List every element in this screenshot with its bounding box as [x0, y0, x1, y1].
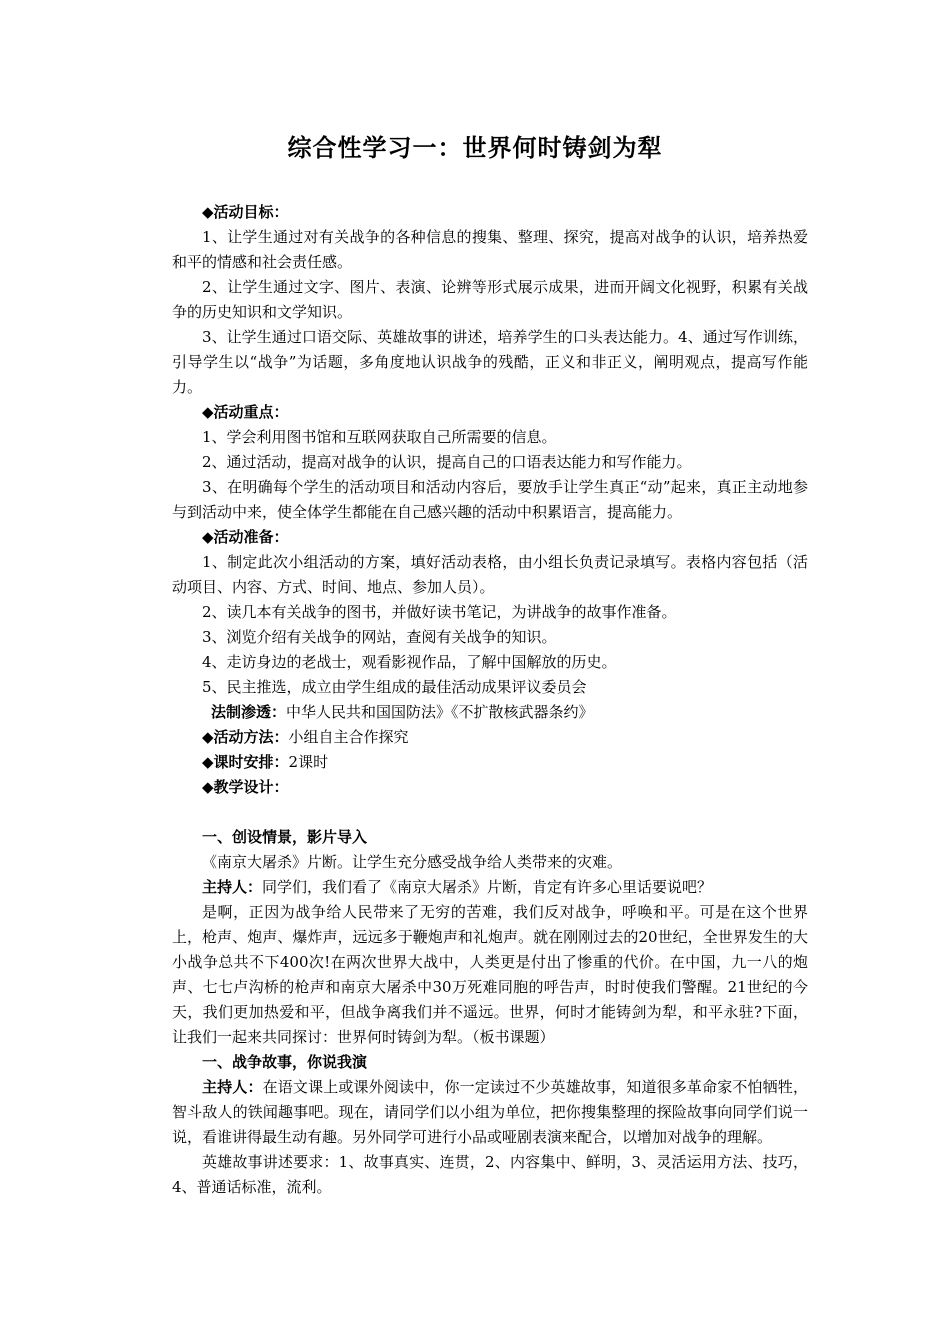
goal-item: 1、让学生通过对有关战争的各种信息的搜集、整理、探究，提高对战争的认识，培养热爱和平的情感和社会责任感。	[172, 228, 808, 271]
section2-host	[172, 1075, 808, 1150]
host-label: 主持人：	[202, 1078, 263, 1096]
host-label: 主持人：	[202, 878, 263, 896]
focus-item: 1、学会利用图书馆和互联网获取自己所需要的信息。	[202, 428, 557, 446]
goal-item: 3、让学生通过口语交际、英雄故事的讲述，培养学生的口头表达能力。4、通过写作训练，引导学生以“战争”为话题，多角度地认识战争的残酷，正义和非正义，阐明观点，提高写作能力。	[172, 328, 808, 396]
page-title: 综合性学习一：世界何时铸剑为犁	[287, 134, 663, 162]
method-line	[172, 725, 808, 750]
focus-item: 2、通过活动，提高对战争的认识，提高自己的口语表达能力和写作能力。	[202, 453, 692, 471]
host-text: 同学们，我们看了《南京大屠杀》片断，肯定有许多心里话要说吧？	[262, 878, 713, 896]
document-body	[172, 200, 808, 1200]
host-text: 在语文课上或课外阅读中，你一定读过不少英雄故事，知道很多革命家不怕牺牲，智斗敌人的铁闻趣事吧。现在，请同学们以小组为单位，把你搜集整理的探险故事向同学们说一说，看谁讲得最生动有趣。另外同学可进行小品或哑剧表演来配合，以增加对战争的理解。	[172, 1078, 808, 1146]
prep-heading: ◆活动准备：	[202, 528, 289, 546]
prep-item: 5、民主推选，成立由学生组成的最佳活动成果评议委员会	[202, 678, 587, 696]
law-line	[172, 700, 808, 725]
prep-item: 3、浏览介绍有关战争的网站，查阅有关战争的知识。	[202, 628, 557, 646]
focus-heading: ◆活动重点：	[202, 403, 289, 421]
method-label: ◆活动方法：	[202, 728, 289, 746]
spacer	[172, 800, 808, 825]
hours-label: ◆课时安排：	[202, 753, 289, 771]
law-text: 中华人民共和国国防法》《不扩散核武器条约》	[286, 703, 594, 721]
section1-paragraph: 是啊，正因为战争给人民带来了无穷的苦难，我们反对战争，呼唤和平。可是在这个世界上，枪声、炮声、爆炸声，远远多于鞭炮声和礼炮声。就在刚刚过去的20世纪，全世界发生的大小战争总共不下400次!在两次世界大战中，人类更是付出了惨重的代价。在中国，九一八的炮声、七七卢沟桥的枪声和南京大屠杀中30万死难同胞的呼告声，时时使我们警醒。21世纪的今天，我们更加热爱和平，但战争离我们并不遥远。世界，何时才能铸剑为犁，和平永驻?下面，让我们一起来共同探讨：世界何时铸剑为犁。（板书课题）	[172, 903, 808, 1046]
focus-item: 3、在明确每个学生的活动项目和活动内容后，要放手让学生真正“动”起来，真正主动地参与到活动中来，使全体学生都能在自己感兴趣的活动中积累语言，提高能力。	[172, 478, 808, 521]
goals-heading: ◆活动目标：	[202, 203, 289, 221]
section1-heading: 一、创设情景，影片导入	[202, 828, 368, 846]
prep-item: 1、制定此次小组活动的方案，填好活动表格，由小组长负责记录填写。表格内容包括（活动项目、内容、方式、时间、地点、参加人员）。	[172, 553, 808, 596]
method-text: 小组自主合作探究	[288, 728, 409, 746]
prep-item: 4、走访身边的老战士，观看影视作品，了解中国解放的历史。	[202, 653, 617, 671]
section2-heading: 一、战争故事，你说我演	[202, 1053, 368, 1071]
prep-item: 2、读几本有关战争的图书，并做好读书笔记，为讲战争的故事作准备。	[202, 603, 677, 621]
design-heading: ◆教学设计：	[202, 778, 289, 796]
goal-item: 2、让学生通过文字、图片、表演、论辨等形式展示成果，进而开阔文化视野，积累有关战争的历史知识和文学知识。	[172, 278, 808, 321]
law-label: 法制渗透：	[211, 703, 287, 721]
hours-text: 2课时	[288, 753, 329, 771]
hours-line	[172, 750, 808, 775]
section1-host	[172, 875, 808, 900]
section2-requirements: 英雄故事讲述要求：1、故事真实、连贯，2、内容集中、鲜明，3、灵活运用方法、技巧，4、普通话标准，流利。	[172, 1153, 808, 1196]
section1-film: 《南京大屠杀》片断。让学生充分感受战争给人类带来的灾难。	[202, 853, 623, 871]
